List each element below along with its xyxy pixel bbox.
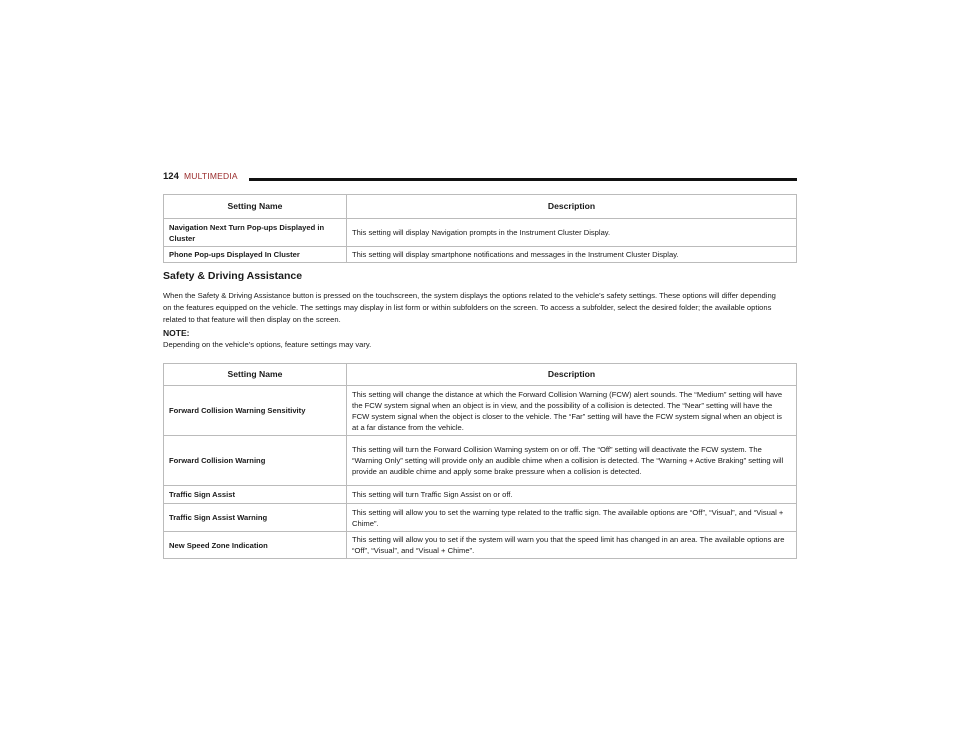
- table-row: [164, 436, 797, 486]
- table-row: [164, 504, 797, 532]
- setting-description: This setting will allow you to set if the system will warn you that the speed limit has changed in an area. The available options are “Off”, “Visual”, and “Visual + Chime”.: [347, 532, 797, 559]
- page-header: [163, 171, 797, 187]
- table-row: [164, 247, 797, 263]
- setting-name: Traffic Sign Assist: [164, 486, 347, 504]
- setting-description: This setting will turn Traffic Sign Assist on or off.: [347, 486, 797, 504]
- setting-description: This setting will change the distance at which the Forward Collision Warning (FCW) alert sounds. The “Medium” setting will have the FCW system signal when an object is in view, and the possibility of a collision is detected. The “Near” setting will have the FCW system signal when the object is closer to the vehicle. The “Far” setting will have the FCW system signal when an object is at a far distance from the vehicle.: [347, 386, 797, 436]
- setting-name: Forward Collision Warning: [164, 436, 347, 486]
- table-row: [164, 486, 797, 504]
- setting-description: This setting will display Navigation prompts in the Instrument Cluster Display.: [347, 219, 797, 247]
- setting-description: This setting will allow you to set the warning type related to the traffic sign. The available options are “Off”, “Visual”, and “Visual + Chime”.: [347, 504, 797, 532]
- setting-name: New Speed Zone Indication: [164, 532, 347, 559]
- section-title: MULTIMEDIA: [184, 171, 238, 181]
- setting-description: This setting will display smartphone notifications and messages in the Instrument Cluster Display.: [347, 247, 797, 263]
- settings-table-cluster: [163, 194, 797, 263]
- table-row: [164, 219, 797, 247]
- setting-description: This setting will turn the Forward Collision Warning system on or off. The “Off” setting will deactivate the FCW system. The “Warning Only” setting will provide only an audible chime when a collision is detected. The “Warning + Active Braking” setting will provide an audible chime and apply some brake pressure when a collision is detected.: [347, 436, 797, 486]
- table-row: [164, 386, 797, 436]
- setting-name: Navigation Next Turn Pop-ups Displayed in Cluster: [164, 219, 347, 247]
- body-paragraph: When the Safety & Driving Assistance button is pressed on the touchscreen, the system displays the options related to the vehicle’s safety settings. These options will differ depending on the features equipped on the vehicle. The settings may display in list form or within subfolders on the screen. To access a subfolder, select the desired folder; the available options related to that feature will then display on the screen.: [163, 291, 776, 324]
- header-rule: [249, 178, 797, 181]
- section-heading: Safety & Driving Assistance: [163, 270, 303, 282]
- table-row: [164, 532, 797, 559]
- setting-name: Phone Pop-ups Displayed In Cluster: [164, 247, 347, 263]
- note-text: Depending on the vehicle’s options, feature settings may vary.: [163, 340, 372, 349]
- note-label: NOTE:: [163, 328, 190, 338]
- column-header-description: Description: [347, 364, 797, 386]
- column-header-description: Description: [347, 195, 797, 219]
- setting-name: Traffic Sign Assist Warning: [164, 504, 347, 532]
- column-header-setting-name: Setting Name: [164, 195, 347, 219]
- setting-name: Forward Collision Warning Sensitivity: [164, 386, 347, 436]
- page-number: 124: [163, 171, 179, 182]
- column-header-setting-name: Setting Name: [164, 364, 347, 386]
- settings-table-safety: [163, 363, 797, 559]
